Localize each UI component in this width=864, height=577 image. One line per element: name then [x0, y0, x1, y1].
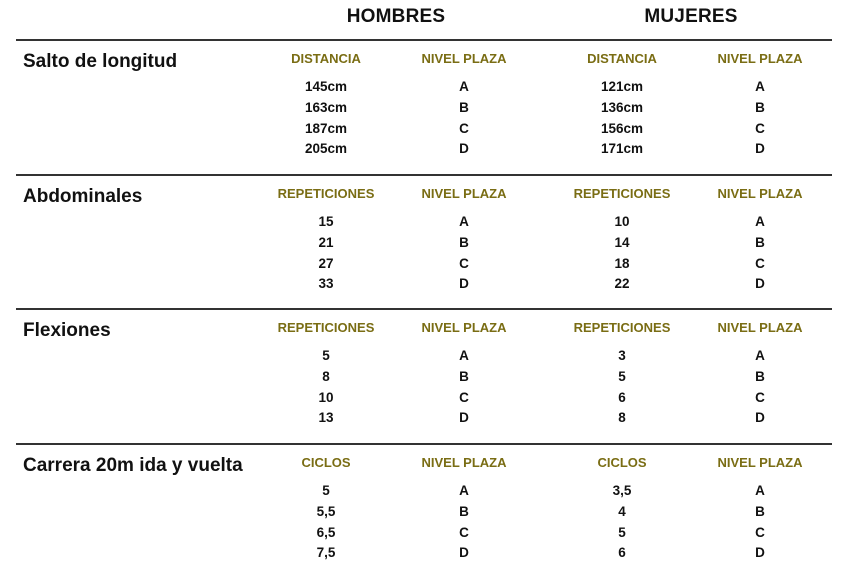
section-title: Abdominales	[23, 186, 143, 207]
column-header: NIVEL PLAZA	[421, 51, 507, 66]
table-cell: 8	[618, 410, 626, 425]
table-cell: 145cm	[304, 79, 348, 94]
column-header: NIVEL PLAZA	[717, 186, 803, 201]
table-cell: 8	[322, 369, 330, 384]
table-cell: 136cm	[600, 100, 644, 115]
column-header: NIVEL PLAZA	[421, 455, 507, 470]
table-cell: A	[755, 214, 765, 229]
table-cell: D	[459, 141, 469, 156]
table-cell: B	[755, 369, 765, 384]
section-abdominales	[16, 174, 832, 308]
table-cell: 205cm	[304, 141, 348, 156]
table-cell: B	[459, 369, 469, 384]
table-cell: 187cm	[304, 121, 348, 136]
table-cell: 27	[318, 256, 334, 271]
section-divider	[16, 174, 832, 176]
table-cell: B	[459, 100, 469, 115]
column-header: REPETICIONES	[573, 320, 671, 335]
table-cell: 14	[614, 235, 630, 250]
table-cell: A	[459, 483, 469, 498]
column-header: NIVEL PLAZA	[421, 320, 507, 335]
section-flexiones	[16, 308, 832, 442]
table-cell: 3,5	[612, 483, 632, 498]
table-cell: 171cm	[600, 141, 644, 156]
column-header: NIVEL PLAZA	[717, 51, 803, 66]
table-cell: D	[755, 410, 765, 425]
table-cell: B	[459, 235, 469, 250]
table-cell: C	[755, 256, 765, 271]
table-cell: 5	[618, 369, 626, 384]
table-cell: 6,5	[316, 525, 336, 540]
table-cell: 156cm	[600, 121, 644, 136]
column-header: REPETICIONES	[277, 186, 375, 201]
section-divider	[16, 39, 832, 41]
table-cell: 6	[618, 390, 626, 405]
table-cell: 10	[318, 390, 334, 405]
section-title: Carrera 20m ida y vuelta	[23, 455, 243, 476]
table-cell: 33	[318, 276, 334, 291]
column-header: CICLOS	[301, 455, 351, 470]
table-cell: 7,5	[316, 545, 336, 560]
table-cell: 5	[618, 525, 626, 540]
table-cell: D	[459, 276, 469, 291]
header-hombres: HOMBRES	[346, 6, 446, 27]
table-cell: C	[755, 390, 765, 405]
table-cell: 6	[618, 545, 626, 560]
table-cell: 22	[614, 276, 630, 291]
table-cell: C	[459, 121, 469, 136]
header-mujeres: MUJERES	[644, 6, 738, 27]
column-header: NIVEL PLAZA	[717, 455, 803, 470]
table-cell: A	[459, 214, 469, 229]
section-divider	[16, 443, 832, 445]
table-cell: 21	[318, 235, 334, 250]
table-cell: 3	[618, 348, 626, 363]
table-cell: A	[459, 348, 469, 363]
column-header: NIVEL PLAZA	[717, 320, 803, 335]
table-cell: 5,5	[316, 504, 336, 519]
section-title: Salto de longitud	[23, 51, 178, 72]
column-header: DISTANCIA	[291, 51, 361, 66]
section-salto-de-longitud	[16, 39, 832, 173]
table-cell: C	[459, 256, 469, 271]
table-cell: A	[459, 79, 469, 94]
section-carrera	[16, 443, 832, 577]
section-divider	[16, 308, 832, 310]
table-cell: 4	[618, 504, 626, 519]
section-title: Flexiones	[23, 320, 111, 341]
column-header: REPETICIONES	[277, 320, 375, 335]
table-cell: B	[755, 100, 765, 115]
table-cell: D	[459, 545, 469, 560]
table-cell: 10	[614, 214, 630, 229]
table-cell: C	[755, 525, 765, 540]
table-cell: A	[755, 483, 765, 498]
table-cell: D	[755, 545, 765, 560]
table-cell: B	[459, 504, 469, 519]
table-cell: 18	[614, 256, 630, 271]
column-header: REPETICIONES	[573, 186, 671, 201]
table-cell: 163cm	[304, 100, 348, 115]
table-cell: 13	[318, 410, 334, 425]
table-cell: D	[459, 410, 469, 425]
table-cell: 15	[318, 214, 334, 229]
table-cell: 121cm	[600, 79, 644, 94]
table-cell: C	[755, 121, 765, 136]
column-header: DISTANCIA	[587, 51, 657, 66]
table-cell: A	[755, 348, 765, 363]
column-header: CICLOS	[597, 455, 647, 470]
table-cell: C	[459, 525, 469, 540]
table-cell: C	[459, 390, 469, 405]
table-cell: 5	[322, 348, 330, 363]
table-cell: D	[755, 276, 765, 291]
column-header: NIVEL PLAZA	[421, 186, 507, 201]
table-cell: B	[755, 235, 765, 250]
table-cell: 5	[322, 483, 330, 498]
table-cell: B	[755, 504, 765, 519]
table-cell: A	[755, 79, 765, 94]
table-cell: D	[755, 141, 765, 156]
